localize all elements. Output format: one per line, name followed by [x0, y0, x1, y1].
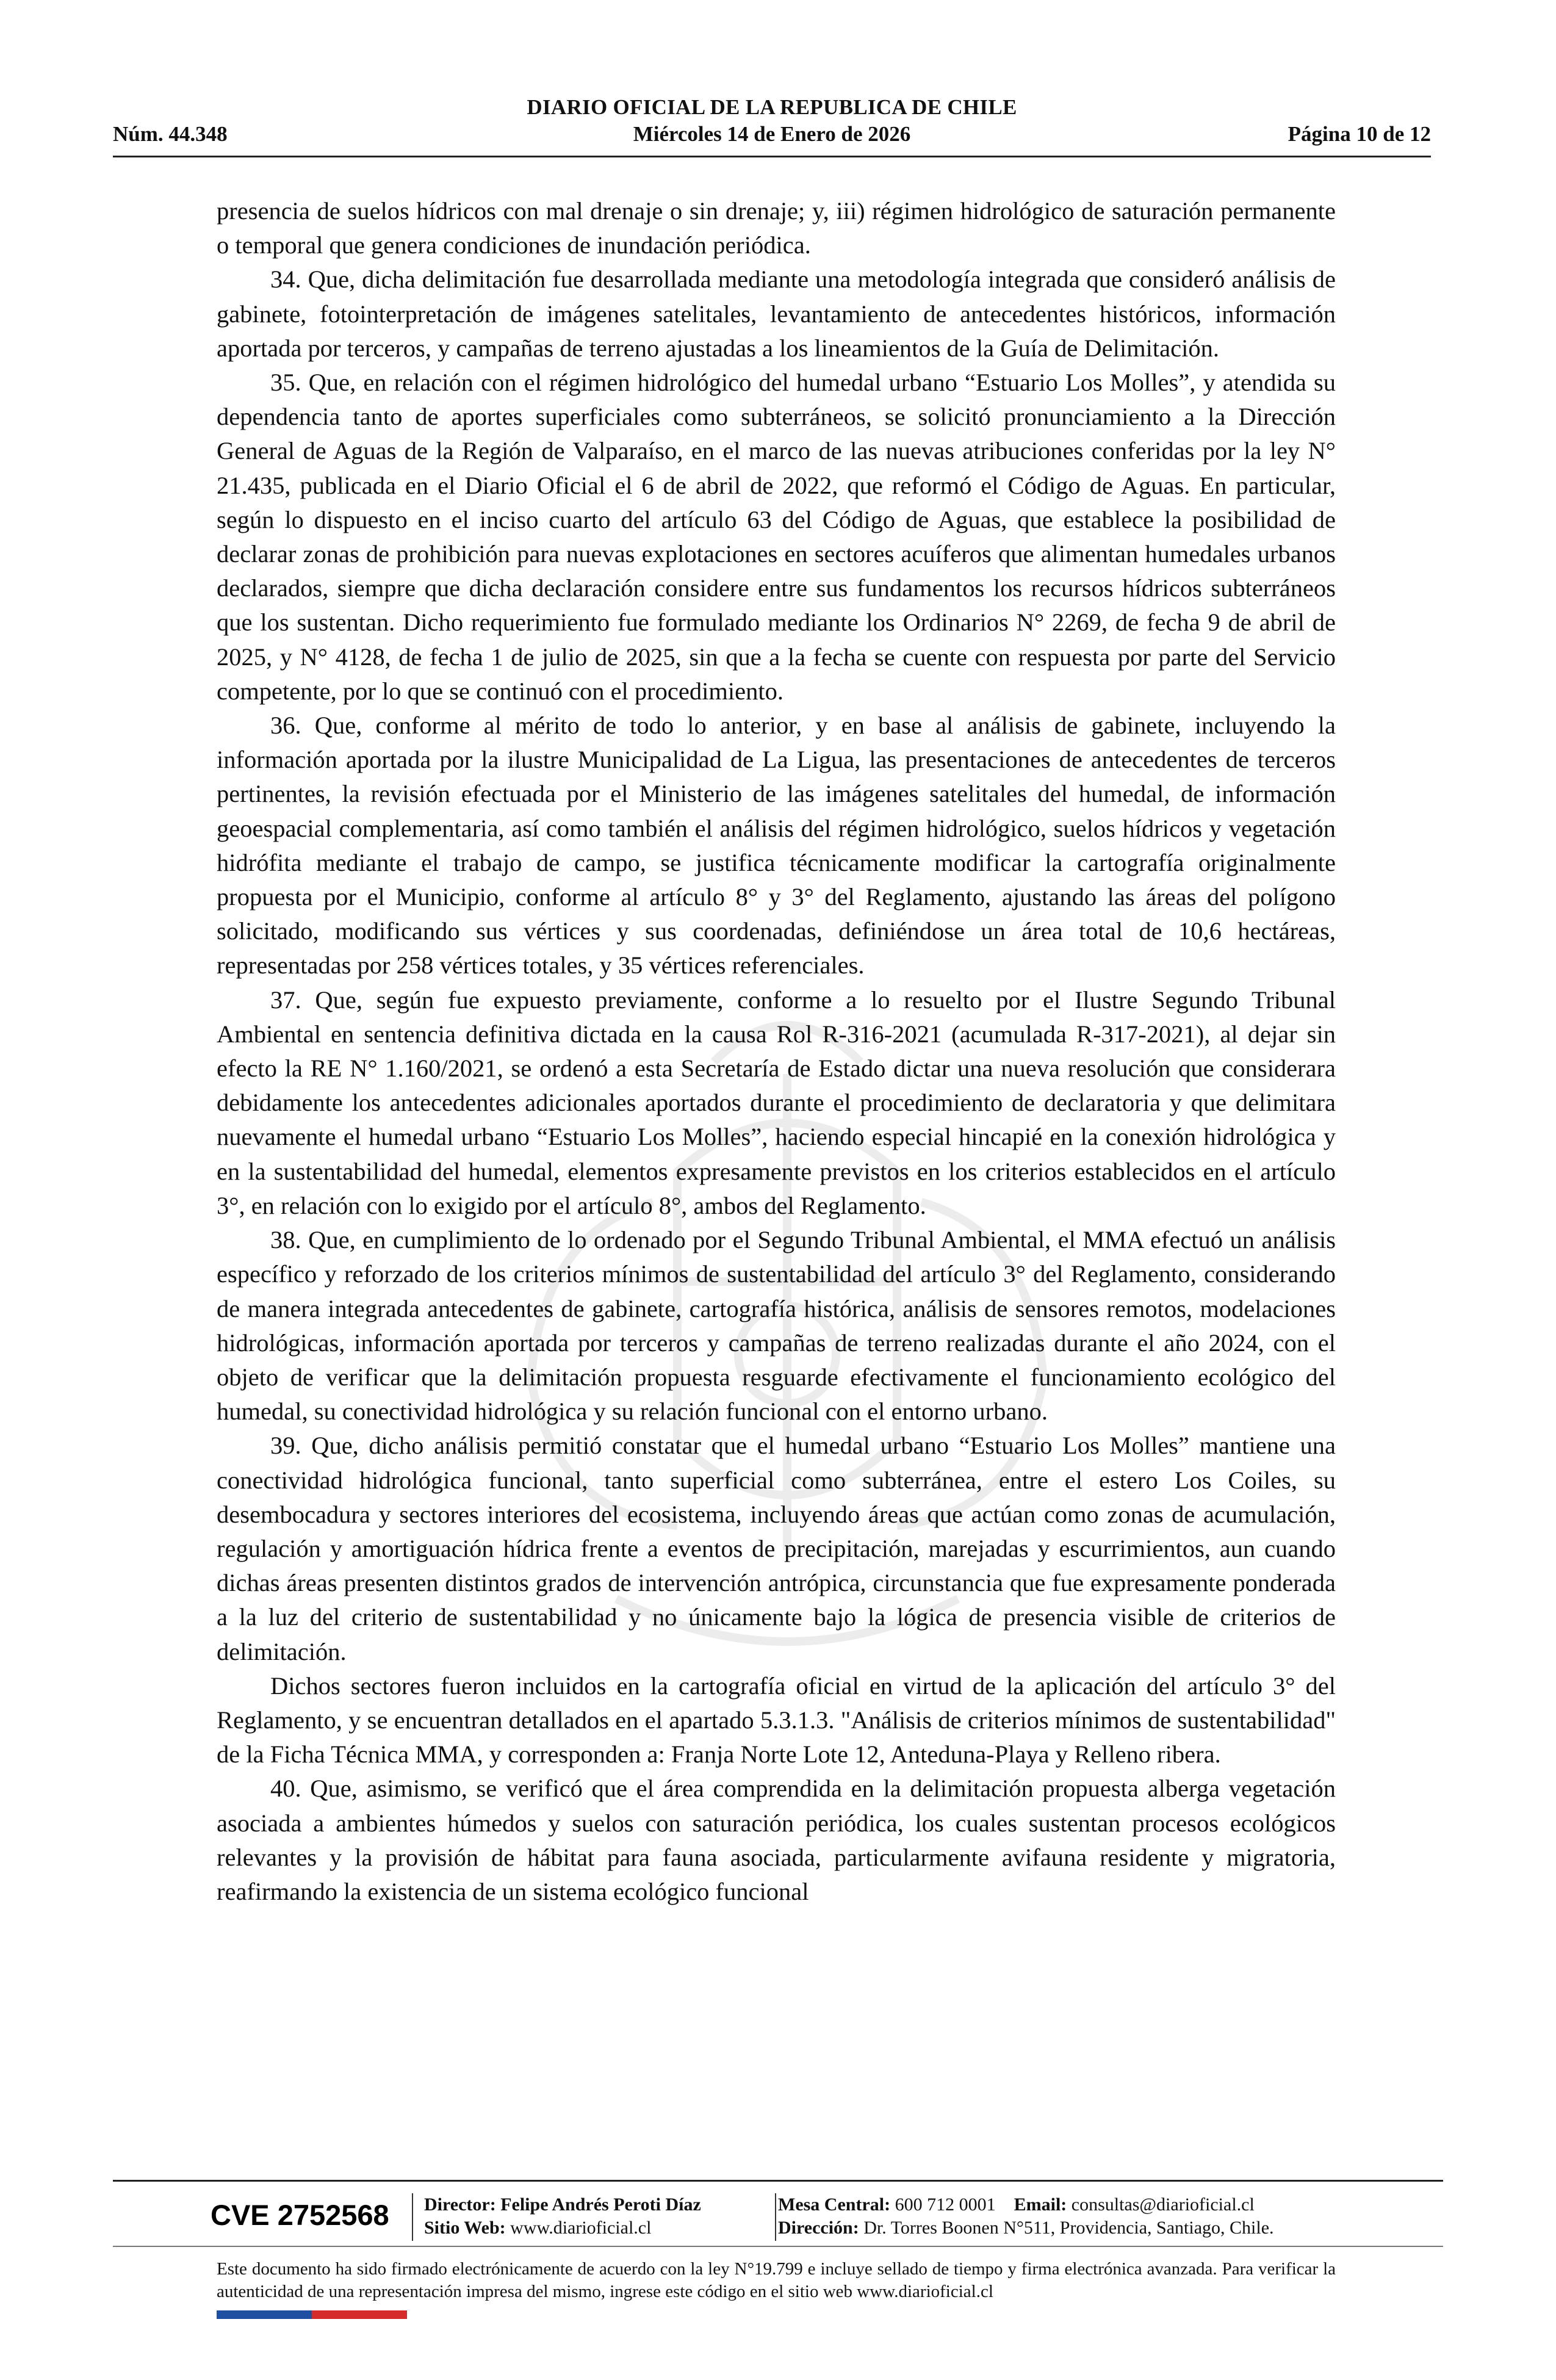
flag-blue-segment [217, 2310, 312, 2319]
mesa-value: 600 712 0001 [895, 2194, 996, 2215]
mesa-label: Mesa Central: [778, 2194, 891, 2215]
footer-separator [775, 2193, 776, 2241]
paragraph: 37. Que, según fue expuesto previamente, conforme a lo resuelto por el Ilustre Segundo Tribunal Ambiental en sentencia definitiva dictada en la causa Rol R-316-2021 (acumulada R-317-2021), al dejar sin efecto la RE N° 1.160/2021, se ordenó a esta Secretaría de Estado dictar una nueva resolución que considerara debidamente los antecedentes adicionales aportados durante el procedimiento de declaratoria y que delimitara nuevamente el humedal urbano “Estuario Los Molles”, haciendo especial hincapié en la conexión hidrológica y en la sustentabilidad del humedal, elementos expresamente previstos en los criterios establecidos en el artículo 3°, en relación con lo exigido por el artículo 8°, ambos del Reglamento. [217, 986, 1336, 1219]
email-link[interactable]: consultas@diarioficial.cl [1071, 2194, 1255, 2215]
paragraph: 34. Que, dicha delimitación fue desarrollada mediante una metodología integrada que consideró análisis de gabinete, fotointerpretación de imágenes satelitales, levantamiento de antecedentes históricos, información aportada por terceros, y campañas de terreno ajustadas a los lineamientos de la Guía de Delimitación. [217, 265, 1336, 362]
cve-code: CVE 2752568 [211, 2199, 389, 2231]
paragraph: 39. Que, dicho análisis permitió constatar que el humedal urbano “Estuario Los Molles” mantiene una conectividad hidrológica funcional, tanto superficial como subterránea, entre el estero Los Coiles, su desembocadura y sectores interiores del ecosistema, incluyendo áreas que actúan como zonas de acumulación, regulación y amortiguación hídrica frente a eventos de precipitación, marejadas y escurrimientos, aun cuando dichas áreas presenten distintos grados de intervención antrópica, circunstancia que fue expresamente ponderada a la luz del criterio de sustentabilidad y no únicamente bajo la lógica de presencia visible de criterios de delimitación. [217, 1432, 1336, 1665]
paragraph: 35. Que, en relación con el régimen hidrológico del humedal urbano “Estuario Los Molles”, y atendida su dependencia tanto de aportes superficiales como subterráneos, se solicitó pronunciamiento a la Dirección General de Aguas de la Región de Valparaíso, en el marco de las nuevas atribuciones conferidas por la ley N° 21.435, publicada en el Diario Oficial el 6 de abril de 2022, que reformó el Código de Aguas. En particular, según lo dispuesto en el inciso cuarto del artículo 63 del Código de Aguas, que establece la posibilidad de declarar zonas de prohibición para nuevas explotaciones en sectores acuíferos que alimentan humedales urbanos declarados, siempre que dicha declaración considere entre sus fundamentos los recursos hídricos subterráneos que los sustentan. Dicho requerimiento fue formulado mediante los Ordinarios N° 2269, de fecha 9 de abril de 2025, y N° 4128, de fecha 1 de julio de 2025, sin que a la fecha se cuente con respuesta por parte del Servicio competente, por lo que se continuó con el procedimiento. [217, 369, 1336, 705]
footer-director-block [424, 2193, 701, 2240]
footer-divider-top [113, 2180, 1443, 2182]
page-header [113, 92, 1431, 159]
director-label: Director: [424, 2194, 496, 2215]
footer-divider [113, 2246, 1443, 2247]
legal-notice: Este documento ha sido firmado electrónicamente de acuerdo con la ley N°19.799 e incluye sellado de tiempo y firma electrónica avanzada. Para verificar la autenticidad de una representación impresa del mismo, ingrese este código en el sitio web www.diarioficial.cl [217, 2259, 1336, 2301]
flag-stripe [217, 2310, 407, 2319]
page-number: Página 10 de 12 [1288, 122, 1431, 146]
issue-number: Núm. 44.348 [113, 122, 228, 146]
newspaper-title: DIARIO OFICIAL DE LA REPUBLICA DE CHILE [527, 95, 1017, 119]
email-label: Email: [1014, 2194, 1067, 2215]
director-name: Felipe Andrés Peroti Díaz [500, 2194, 701, 2215]
paragraph: Dichos sectores fueron incluidos en la cartografía oficial en virtud de la aplicación del artículo 3° del Reglamento, y se encuentran detallados en el apartado 5.3.1.3. "Análisis de criterios mínimos de sustentabilidad" de la Ficha Técnica MMA, y corresponden a: Franja Norte Lote 12, Anteduna-Playa y Relleno ribera. [217, 1671, 1336, 1769]
footer-contact-block [778, 2193, 1274, 2240]
paragraph: 36. Que, conforme al mérito de todo lo anterior, y en base al análisis de gabinete, incluyendo la información aportada por la ilustre Municipalidad de La Ligua, las presentaciones de antecedentes de terceros pertinentes, la revisión efectuada por el Ministerio de las imágenes satelitales del humedal, de información geoespacial complementaria, así como también el análisis del régimen hidrológico, suelos hídricos y vegetación hidrófita mediante el trabajo de campo, se justifica técnicamente modificar la cartografía originalmente propuesta por el Municipio, conforme al artículo 8° y 3° del Reglamento, ajustando las áreas del polígono solicitado, modificando sus vértices y sus coordenadas, definiéndose un área total de 10,6 hectáreas, representadas por 258 vértices totales, y 35 vértices referenciales. [217, 712, 1336, 979]
flag-red-segment [312, 2310, 407, 2319]
paragraph: 38. Que, en cumplimiento de lo ordenado por el Segundo Tribunal Ambiental, el MMA efectuó un análisis específico y reforzado de los criterios mínimos de sustentabilidad del artículo 3° del Reglamento, considerando de manera integrada antecedentes de gabinete, cartografía histórica, análisis de sensores remotos, modelaciones hidrológicas, información aportada por terceros y campañas de terreno realizadas durante el año 2024, con el objeto de verificar que la delimitación propuesta resguarde efectivamente el funcionamiento ecológico del humedal, su conectividad hidrológica y su relación funcional con el entorno urbano. [217, 1226, 1336, 1426]
site-link[interactable]: www.diarioficial.cl [510, 2218, 652, 2238]
footer-separator [412, 2193, 413, 2241]
paragraph: 40. Que, asimismo, se verificó que el área comprendida en la delimitación propuesta alberga vegetación asociada a ambientes húmedos y suelos con saturación periódica, los cuales sustentan procesos ecológicos relevantes y la provisión de hábitat para fauna asociada, particularmente avifauna residente y migratoria, reafirmando la existencia de un sistema ecológico funcional [217, 1775, 1336, 1905]
paragraph: presencia de suelos hídricos con mal drenaje o sin drenaje; y, iii) régimen hidrológico de saturación permanente o temporal que genera condiciones de inundación periódica. [217, 197, 1336, 259]
site-label: Sitio Web: [424, 2218, 506, 2238]
header-divider [113, 156, 1431, 157]
issue-date: Miércoles 14 de Enero de 2026 [633, 122, 911, 146]
address-label: Dirección: [778, 2218, 859, 2238]
document-body [217, 194, 1336, 1909]
address-value: Dr. Torres Boonen N°511, Providencia, Santiago, Chile. [863, 2218, 1274, 2238]
